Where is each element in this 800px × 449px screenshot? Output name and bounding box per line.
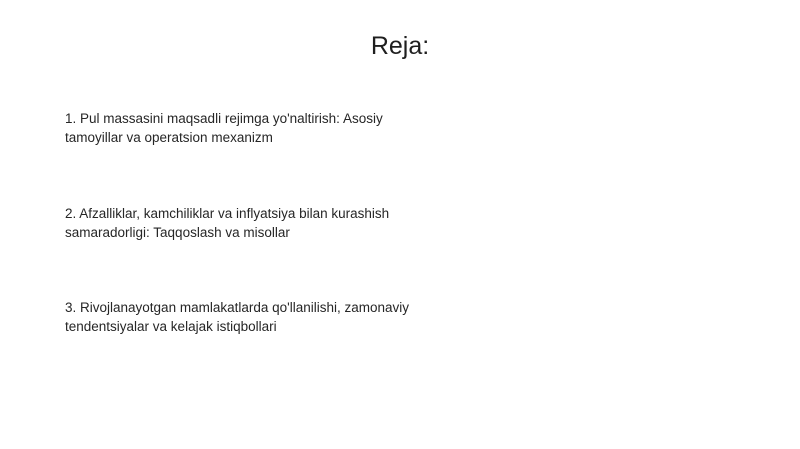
- slide-title: Reja:: [370, 32, 430, 60]
- plan-item-1: 1. Pul massasini maqsadli rejimga yo'naltirish: Asosiy tamoyillar va operatsion mexanizm: [65, 111, 383, 145]
- plan-item-2: 2. Afzalliklar, kamchiliklar va inflyatsiya bilan kurashish samaradorligi: Taqqoslash va misollar: [65, 206, 390, 240]
- plan-item-3: 3. Rivojlanayotgan mamlakatlarda qo'llanilishi, zamonaviy tendentsiyalar va kelajak istiqbollari: [65, 300, 409, 334]
